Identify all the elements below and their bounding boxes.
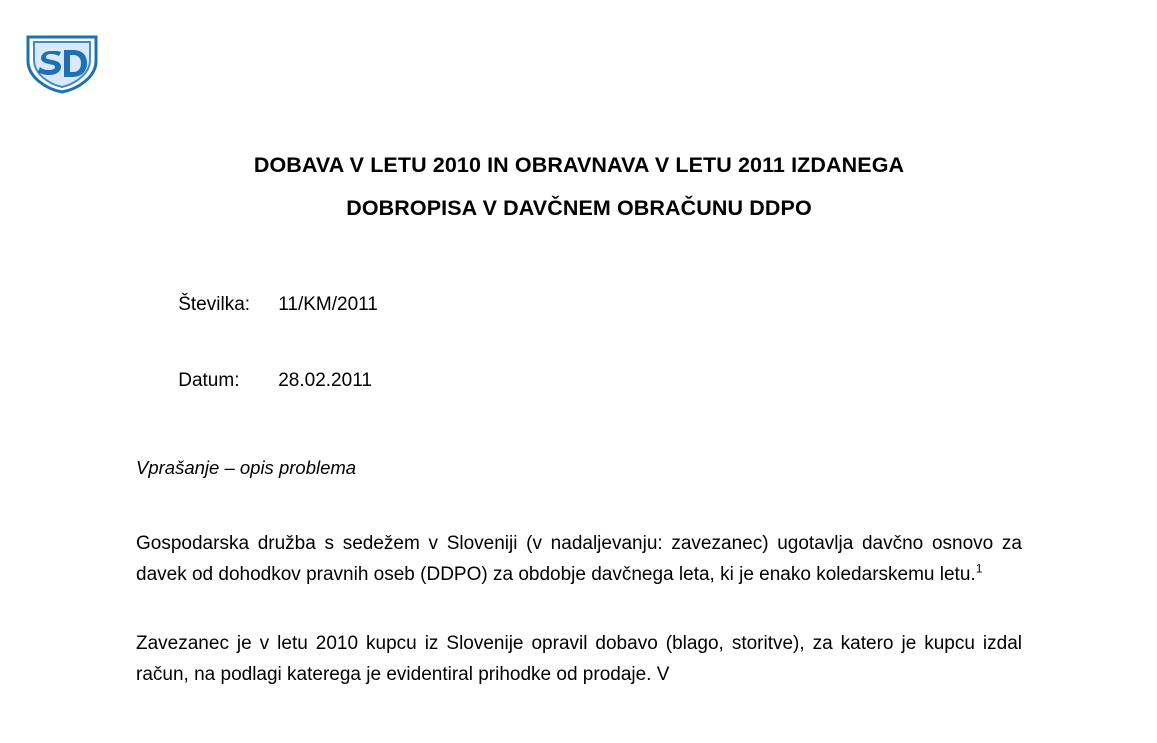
paragraph-1 xyxy=(136,529,1022,591)
footnote-marker: 1 xyxy=(975,561,983,576)
paragraph-1-text: Gospodarska družba s sedežem v Sloveniji (v nadaljevanju: zavezanec) ugotavlja davčno osnovo za davek od dohodkov pravnih oseb (DDPO) za obdobje davčnega leta, ki je enako koledarskemu letu. xyxy=(136,533,1022,586)
meta-value-number: 11/KM/2011 xyxy=(278,294,378,316)
meta-row xyxy=(136,352,1022,409)
document-meta xyxy=(136,276,1022,409)
meta-label-date: Datum: xyxy=(178,370,240,392)
title-line-2: DOBROPISA V DAVČNEM OBRAČUNU DDPO xyxy=(346,196,812,221)
paragraph-2: Zavezanec je v letu 2010 kupcu iz Slovenije opravil dobavo (blago, storitve), za katero je kupcu izdal račun, na podlagi katerega je evidentiral prihodke od prodaje. V xyxy=(136,632,1022,685)
meta-row xyxy=(136,276,1022,333)
shield-logo-icon xyxy=(20,31,104,95)
document-body xyxy=(136,150,1022,709)
meta-label-number: Številka: xyxy=(178,294,251,316)
section-subheading: Vprašanje – opis problema xyxy=(136,457,357,479)
title-line-1: DOBAVA V LETU 2010 IN OBRAVNAVA V LETU 2011 IZDANEGA xyxy=(253,153,905,177)
meta-value-date: 28.02.2011 xyxy=(278,370,372,392)
page-title xyxy=(136,150,1022,224)
